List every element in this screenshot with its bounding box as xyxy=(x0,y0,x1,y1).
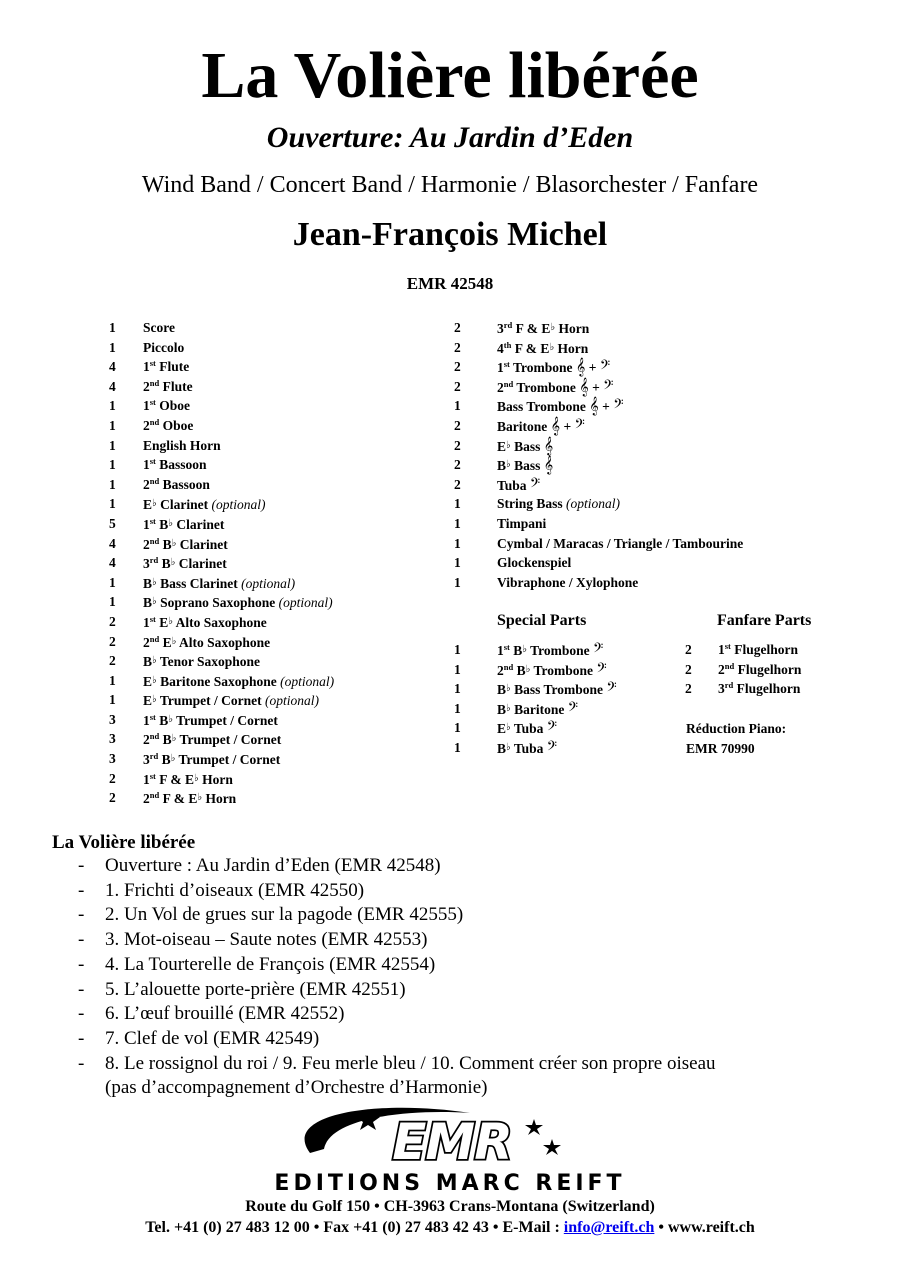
part-quantity: 1 xyxy=(454,661,461,677)
part-name: E♭ Tuba 𝄢 xyxy=(497,718,558,738)
publisher-name: EDITIONS MARC REIFT xyxy=(274,1171,626,1196)
part-quantity: 2 xyxy=(109,790,116,806)
part-name: E♭ Trumpet / Cornet (optional) xyxy=(143,693,319,709)
emr-logo xyxy=(240,1103,660,1178)
part-quantity: 1 xyxy=(454,496,461,512)
list-dash: - xyxy=(78,879,85,901)
movement-list xyxy=(72,854,716,1101)
star-icon xyxy=(543,1139,561,1155)
score-title: La Volière libérée xyxy=(201,39,699,112)
part-name: 3rd B♭ Trumpet / Cornet xyxy=(143,751,281,768)
part-name: 1st Trombone 𝄞 + 𝄢 xyxy=(497,357,611,377)
part-quantity: 1 xyxy=(454,515,461,531)
part-quantity: 1 xyxy=(454,720,461,736)
part-quantity: 1 xyxy=(454,700,461,716)
part-quantity: 1 xyxy=(454,574,461,590)
part-quantity: 2 xyxy=(454,457,461,473)
part-quantity: 3 xyxy=(109,711,116,727)
part-quantity: 1 xyxy=(109,437,116,453)
list-dash: - xyxy=(78,953,85,975)
movement-title: 8. Le rossignol du roi / 9. Feu merle bleu / 10. Comment créer son propre oiseau xyxy=(105,1052,716,1074)
part-name: 1st E♭ Alto Saxophone xyxy=(143,613,267,630)
part-quantity: 2 xyxy=(454,437,461,453)
part-quantity: 1 xyxy=(109,339,116,355)
movement-title: 5. L’alouette porte-prière (EMR 42551) xyxy=(105,978,406,1000)
part-name: B♭ Bass Trombone 𝄢 xyxy=(497,679,617,699)
publisher-address: Route du Golf 150 • CH-3963 Crans-Montana (Switzerland) xyxy=(245,1198,655,1215)
part-name: B♭ Tenor Saxophone xyxy=(143,654,261,670)
part-quantity: 2 xyxy=(685,681,692,697)
movement-note: (pas d’accompagnement d’Orchestre d’Harmonie) xyxy=(105,1077,488,1099)
part-name: String Bass (optional) xyxy=(497,496,621,512)
list-dash: - xyxy=(78,904,85,926)
movement-item xyxy=(72,903,716,928)
part-name: B♭ Soprano Saxophone (optional) xyxy=(143,595,333,611)
list-dash: - xyxy=(78,978,85,1000)
part-name: Bass Trombone 𝄞 + 𝄢 xyxy=(497,396,624,416)
part-quantity: 1 xyxy=(109,672,116,688)
part-name: 1st B♭ Clarinet xyxy=(143,515,225,532)
part-name: Piccolo xyxy=(143,339,185,355)
part-quantity: 1 xyxy=(454,739,461,755)
part-quantity: 3 xyxy=(109,731,116,747)
part-name: B♭ Bass 𝄞 xyxy=(497,455,554,475)
part-name: 4th F & E♭ Horn xyxy=(497,339,589,356)
part-quantity: 1 xyxy=(109,496,116,512)
part-quantity: 1 xyxy=(454,642,461,657)
part-quantity: 2 xyxy=(454,378,461,394)
movement-title: Ouverture : Au Jardin d’Eden (EMR 42548) xyxy=(105,855,441,876)
part-quantity: 1 xyxy=(109,692,116,708)
part-name: 2nd Bassoon xyxy=(143,475,210,492)
emr-logo-graphic xyxy=(240,1103,660,1173)
part-quantity: 5 xyxy=(109,515,116,531)
part-quantity: 1 xyxy=(109,398,116,414)
part-name: B♭ Bass Clarinet (optional) xyxy=(143,575,296,591)
movement-item xyxy=(72,1027,716,1052)
email-link[interactable]: info@reift.ch xyxy=(563,1219,655,1236)
movement-item xyxy=(72,1052,716,1077)
part-name: 1st F & E♭ Horn xyxy=(143,770,233,787)
part-quantity: 1 xyxy=(454,681,461,697)
part-quantity: 4 xyxy=(109,555,116,571)
movement-title: 4. La Tourterelle de François (EMR 42554) xyxy=(105,953,436,975)
movement-title: 2. Un Vol de grues sur la pagode (EMR 42555) xyxy=(105,904,464,926)
part-name: 2nd Oboe xyxy=(143,416,194,433)
movement-title: 1. Frichti d’oiseaux (EMR 42550) xyxy=(105,879,365,901)
part-name: 1st Bassoon xyxy=(143,456,207,473)
contact-website: • www.reift.ch xyxy=(654,1219,755,1236)
special-parts-heading: Special Parts xyxy=(497,612,587,629)
part-quantity: 2 xyxy=(685,642,692,657)
part-name: 2nd B♭ Clarinet xyxy=(143,535,228,552)
catalog-number: EMR 42548 xyxy=(406,274,494,293)
suite-title: La Volière libérée xyxy=(52,832,196,853)
movement-item xyxy=(72,953,716,978)
part-name: 1st Flute xyxy=(143,358,190,375)
part-quantity: 1 xyxy=(454,398,461,414)
part-quantity: 2 xyxy=(685,661,692,677)
list-dash: - xyxy=(78,1027,85,1049)
part-name: 3rd Flugelhorn xyxy=(718,680,801,697)
logo-text: EMR xyxy=(392,1113,512,1171)
part-quantity: 4 xyxy=(109,359,116,375)
movement-item xyxy=(72,854,716,879)
list-dash: - xyxy=(78,1003,85,1025)
movement-title: 6. L’œuf brouillé (EMR 42552) xyxy=(105,1003,345,1025)
list-dash: - xyxy=(78,929,85,951)
part-name: 3rd B♭ Clarinet xyxy=(143,555,227,572)
movement-item xyxy=(72,928,716,953)
star-icon xyxy=(525,1119,543,1135)
movement-title: 3. Mot-oiseau – Saute notes (EMR 42553) xyxy=(105,929,428,951)
movement-title: 7. Clef de vol (EMR 42549) xyxy=(105,1027,320,1049)
part-name: Vibraphone / Xylophone xyxy=(497,574,639,590)
part-quantity: 2 xyxy=(109,653,116,669)
fanfare-parts-heading: Fanfare Parts xyxy=(717,612,812,629)
part-name: E♭ Clarinet (optional) xyxy=(143,497,266,513)
part-name: E♭ Bass 𝄞 xyxy=(497,435,554,455)
part-name: 2nd Trombone 𝄞 + 𝄢 xyxy=(497,376,614,396)
part-quantity: 2 xyxy=(109,633,116,649)
part-name: Baritone 𝄞 + 𝄢 xyxy=(497,415,585,435)
part-quantity: 4 xyxy=(109,535,116,551)
publisher-contact xyxy=(0,1217,900,1239)
movement-item xyxy=(72,879,716,904)
part-name: 1st Oboe xyxy=(143,397,191,414)
part-quantity: 3 xyxy=(109,751,116,767)
list-dash: - xyxy=(78,855,85,876)
composer-name: Jean-François Michel xyxy=(292,216,608,253)
part-name: 2nd B♭ Trumpet / Cornet xyxy=(143,731,282,748)
part-quantity: 4 xyxy=(109,378,116,394)
part-name: 2nd Flugelhorn xyxy=(718,660,802,677)
part-name: 1st B♭ Trombone 𝄢 xyxy=(497,640,604,659)
part-name: 2nd B♭ Trombone 𝄢 xyxy=(497,659,607,679)
list-dash: - xyxy=(78,1052,85,1074)
part-name: English Horn xyxy=(143,437,221,453)
piano-reduction-label: Réduction Piano: xyxy=(686,721,787,736)
part-quantity: 2 xyxy=(454,417,461,433)
part-quantity: 2 xyxy=(454,476,461,492)
part-quantity: 2 xyxy=(454,359,461,375)
part-name: 2nd Flute xyxy=(143,377,193,394)
part-name: Score xyxy=(143,320,175,335)
part-name: B♭ Baritone 𝄢 xyxy=(497,698,579,718)
part-name: 2nd F & E♭ Horn xyxy=(143,790,237,807)
part-name: Timpani xyxy=(497,515,547,531)
score-subtitle: Ouverture: Au Jardin d’Eden xyxy=(266,121,634,154)
part-name: 1st B♭ Trumpet / Cornet xyxy=(143,711,278,728)
piano-reduction-code: EMR 70990 xyxy=(686,741,755,756)
part-quantity: 1 xyxy=(109,320,116,335)
part-quantity: 1 xyxy=(109,594,116,610)
part-name: 3rd F & E♭ Horn xyxy=(497,320,590,336)
part-quantity: 1 xyxy=(109,457,116,473)
ensemble-line: Wind Band / Concert Band / Harmonie / Blasorchester / Fanfare xyxy=(141,172,759,198)
part-name: Tuba 𝄢 xyxy=(497,474,541,494)
part-quantity: 1 xyxy=(109,417,116,433)
part-name: Cymbal / Maracas / Triangle / Tambourine xyxy=(497,535,744,551)
part-name: B♭ Tuba 𝄢 xyxy=(497,737,558,757)
part-quantity: 2 xyxy=(454,320,461,335)
part-quantity: 1 xyxy=(109,574,116,590)
part-quantity: 2 xyxy=(109,770,116,786)
part-name: 2nd E♭ Alto Saxophone xyxy=(143,633,271,650)
part-quantity: 1 xyxy=(454,555,461,571)
movement-item xyxy=(72,1002,716,1027)
part-name: Glockenspiel xyxy=(497,555,572,571)
part-quantity: 1 xyxy=(454,535,461,551)
part-quantity: 2 xyxy=(109,613,116,629)
part-name: E♭ Baritone Saxophone (optional) xyxy=(143,673,335,689)
part-quantity: 2 xyxy=(454,339,461,355)
part-quantity: 1 xyxy=(109,476,116,492)
part-name: 1st Flugelhorn xyxy=(718,641,799,657)
contact-phone-fax: Tel. +41 (0) 27 483 12 00 • Fax +41 (0) 27 483 42 43 • E-Mail : xyxy=(145,1219,564,1236)
movement-item xyxy=(72,978,716,1003)
